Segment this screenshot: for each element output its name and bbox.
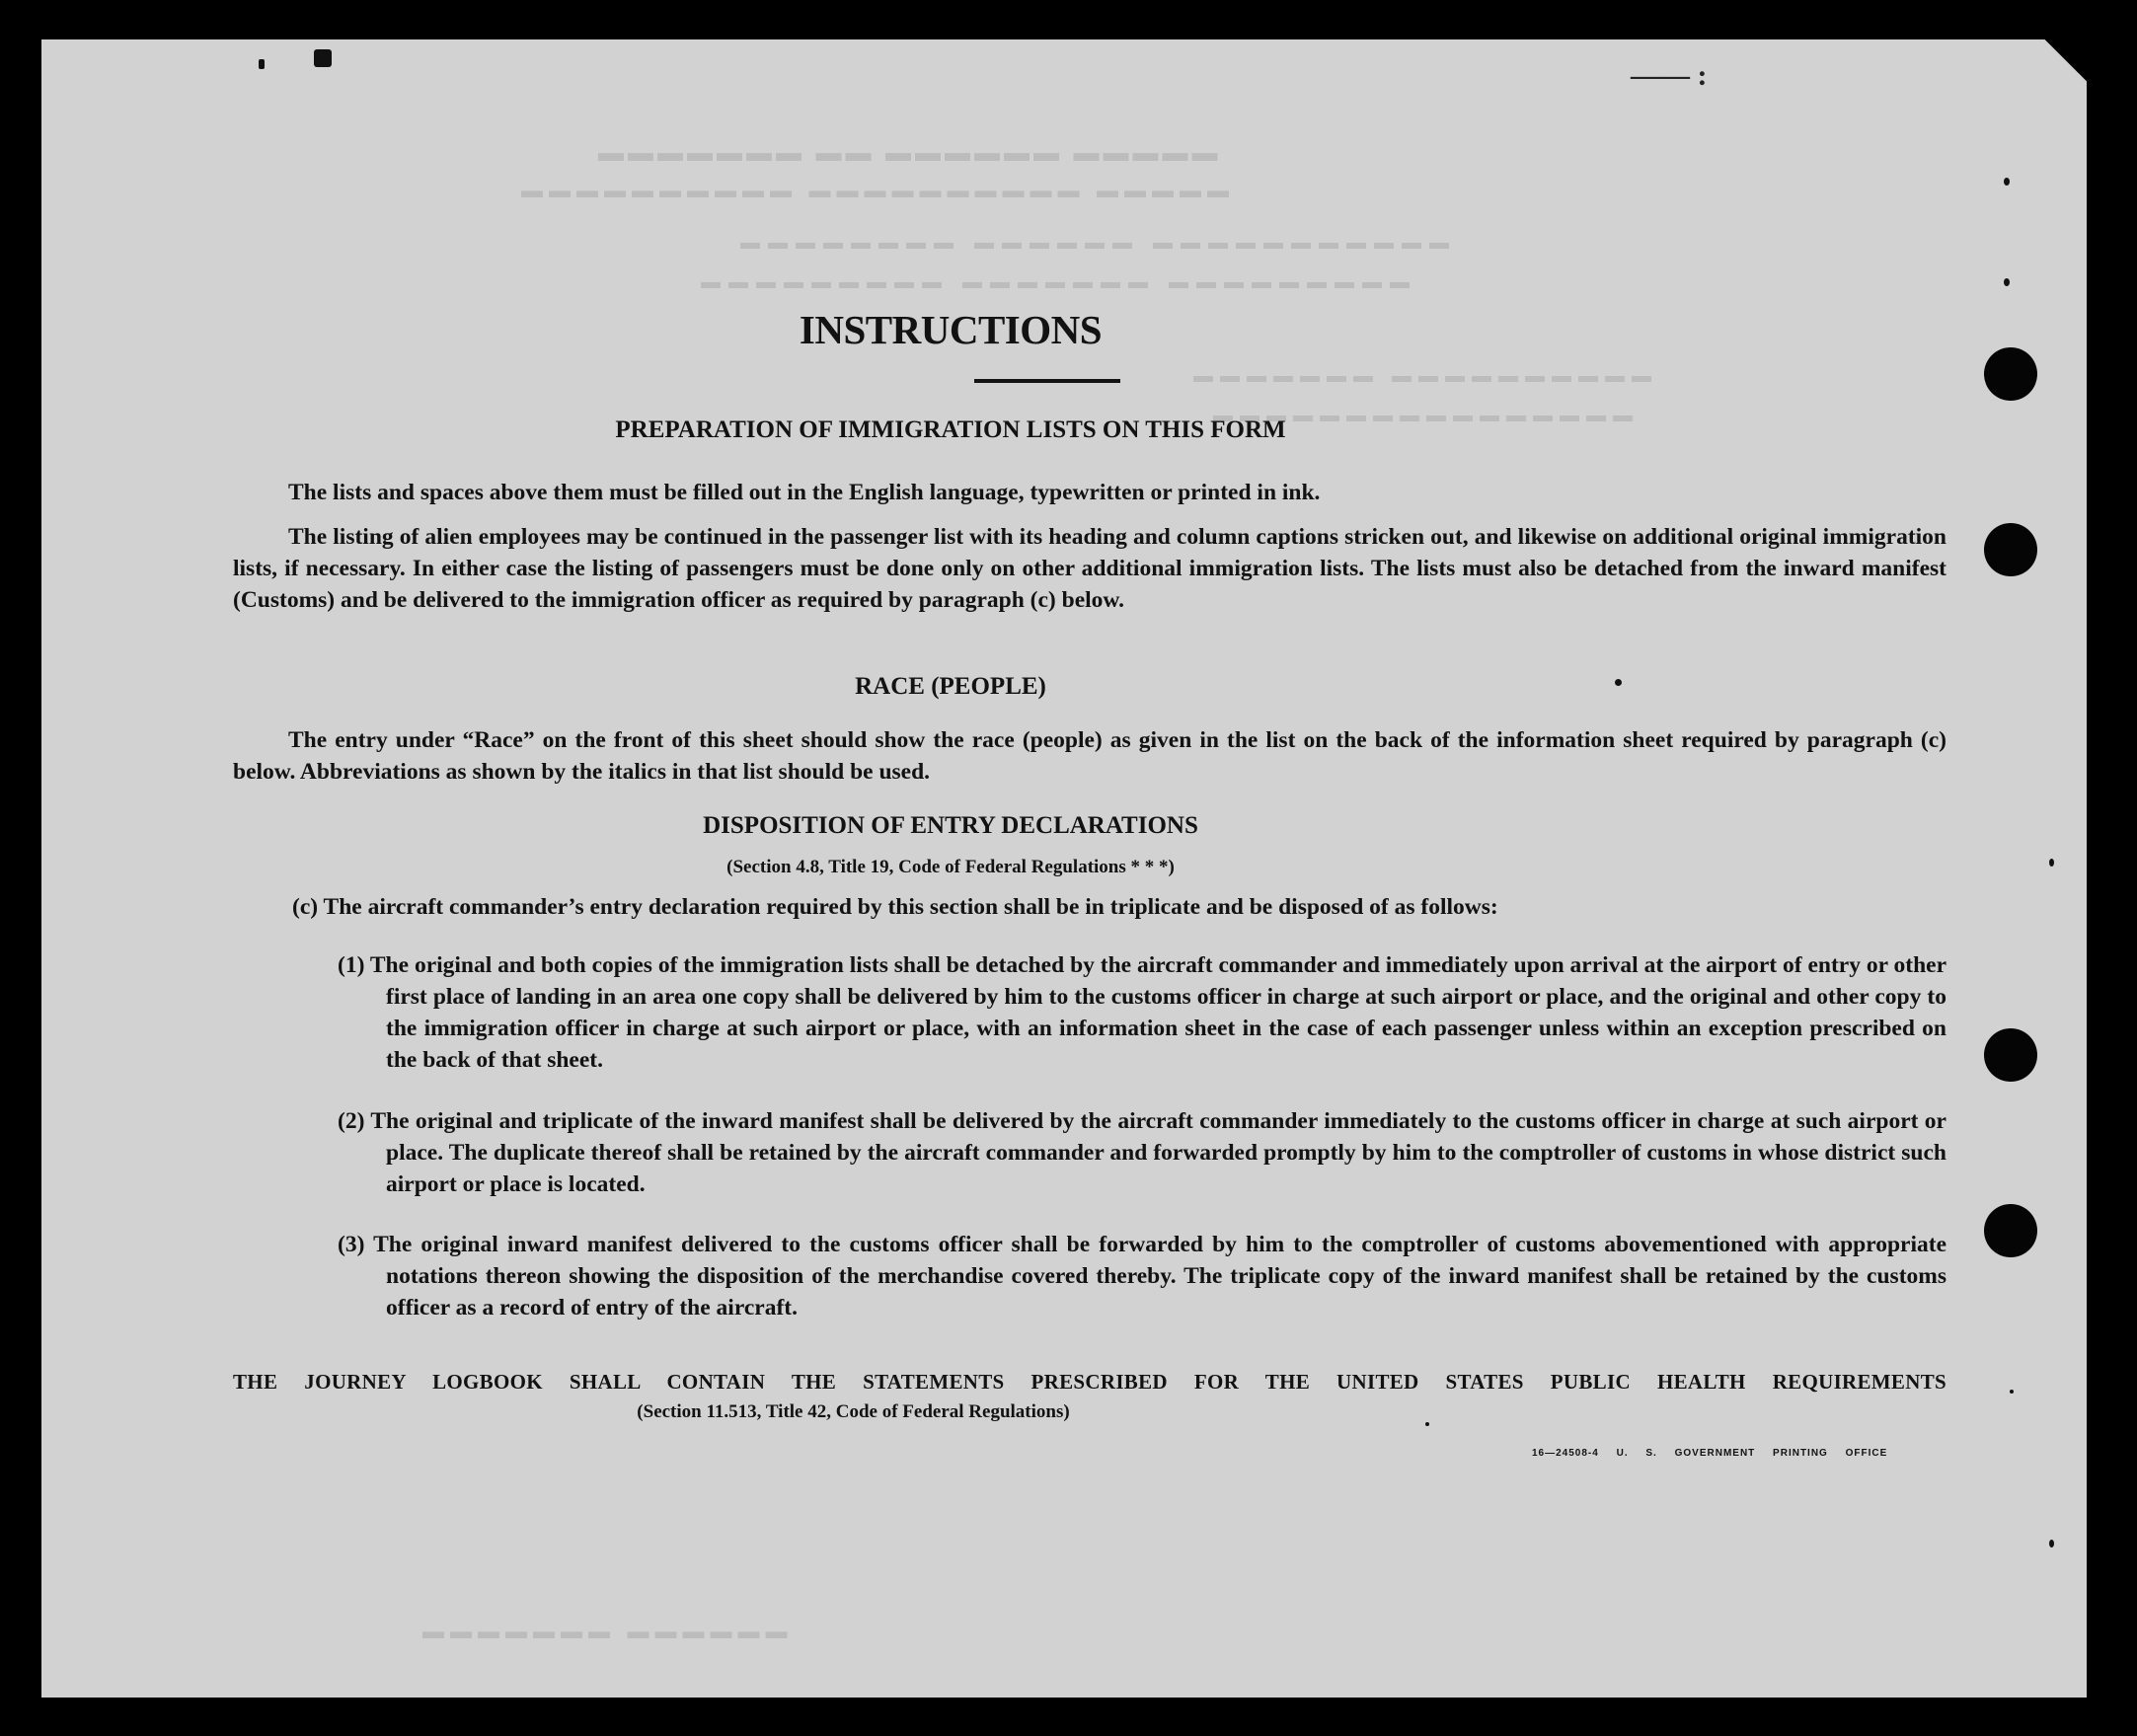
instructions-content [41, 39, 2087, 1698]
bleed-through-ghost: ▬▬▬▬▬ ▬▬▬▬▬▬▬▬▬▬ ▬▬▬▬▬▬▬▬▬▬ [515, 178, 1229, 202]
section-heading-disposition: DISPOSITION OF ENTRY DECLARATIONS [703, 812, 1198, 839]
section-heading-race: RACE (PEOPLE) [855, 673, 1046, 700]
footer-citation: (Section 11.513, Title 42, Code of Federal Regulations) [637, 1401, 1070, 1422]
section-subheading-citation: (Section 4.8, Title 19, Code of Federal Regulations * * *) [726, 857, 1175, 877]
paragraph-language: The lists and spaces above them must be filled out in the English language, typewritten or printed in ink. [288, 480, 1321, 505]
printing-office-imprint: 16—24508-4 U. S. GOVERNMENT PRINTING OFFICE [1532, 1448, 1888, 1459]
list-item-3: (3) The original inward manifest delivered to the customs officer shall be forwarded by him to the comptroller of customs abovementioned with appropriate notations thereon showing the disposition of the merchandise covered thereby. The triplicate copy of the inward manifest shall be retained by the customs officer as a record of entry of the aircraft. [338, 1232, 1946, 1321]
paragraph-race: The entry under “Race” on the front of this sheet should show the race (people) as given in the list on the back of the information sheet required by paragraph (c) below. Abbreviations as shown by the italics in that list should be used. [233, 727, 1946, 785]
page-title: INSTRUCTIONS [799, 307, 1103, 352]
footer-health-requirements: THE JOURNEY LOGBOOK SHALL CONTAIN THE STATEMENTS PRESCRIBED FOR THE UNITED STATES PUBLIC HEALTH REQUIREMENTS [233, 1370, 1946, 1394]
title-rule [974, 379, 1120, 383]
bleed-through-ghost: ▬▬▬▬▬▬ ▬▬▬▬▬▬▬ [417, 1619, 788, 1643]
list-item-1: (1) The original and both copies of the immigration lists shall be detached by the aircraft commander and immediately upon arrival at the airport of entry or other first place of landing in an area one copy shall be delivered by him to the customs officer in charge at such airport or place, and the original and other copy to the immigration officer in charge at such airport or place, with an information sheet in the case of each passenger unless within an exception prescribed on the back of that sheet. [338, 952, 1946, 1073]
bleed-through-ghost: ▬▬▬▬▬▬▬▬▬▬▬▬▬▬▬▬ [1206, 405, 1633, 426]
paragraph-c-intro: (c) The aircraft commander’s entry declaration required by this section shall be in triplicate and be disposed of as follows: [292, 894, 1498, 920]
section-heading-preparation: PREPARATION OF IMMIGRATION LISTS ON THIS FORM [615, 416, 1286, 443]
bleed-through-ghost: ▬▬▬▬▬ ▬▬▬▬▬▬ ▬▬ ▬▬▬▬▬▬▬ [594, 138, 1218, 167]
document-sheet [41, 39, 2087, 1698]
ink-mark: —— : [1631, 59, 1708, 92]
paragraph-alien-employees: The listing of alien employees may be continued in the passenger list with its heading and column captions stricken out, and likewise on additional original immigration lists, if necessary. In either case the listing of passengers must be done only on other additional immigration lists. The lists must also be detached from the inward manifest (Customs) and be delivered to the immigration officer as required by paragraph (c) below. [233, 524, 1946, 613]
bleed-through-ghost: ▬▬▬▬▬▬▬▬▬ ▬▬▬▬▬▬▬ ▬▬▬▬▬▬▬▬▬ [693, 271, 1410, 293]
bleed-through-ghost: ▬▬▬▬▬▬▬▬▬▬ ▬▬▬▬▬▬▬ [1186, 365, 1651, 387]
list-item-2: (2) The original and triplicate of the inward manifest shall be delivered by the aircraft commander immediately to the customs officer in charge at such airport or place. The duplicate thereof shall be retained by the aircraft commander and forwarded promptly by him to the comptroller of customs in whose district such airport or place is located. [338, 1108, 1946, 1197]
bleed-through-ghost: ▬▬▬▬▬▬▬▬▬▬▬ ▬▬▬▬▬▬ ▬▬▬▬▬▬▬▬ [732, 232, 1449, 254]
